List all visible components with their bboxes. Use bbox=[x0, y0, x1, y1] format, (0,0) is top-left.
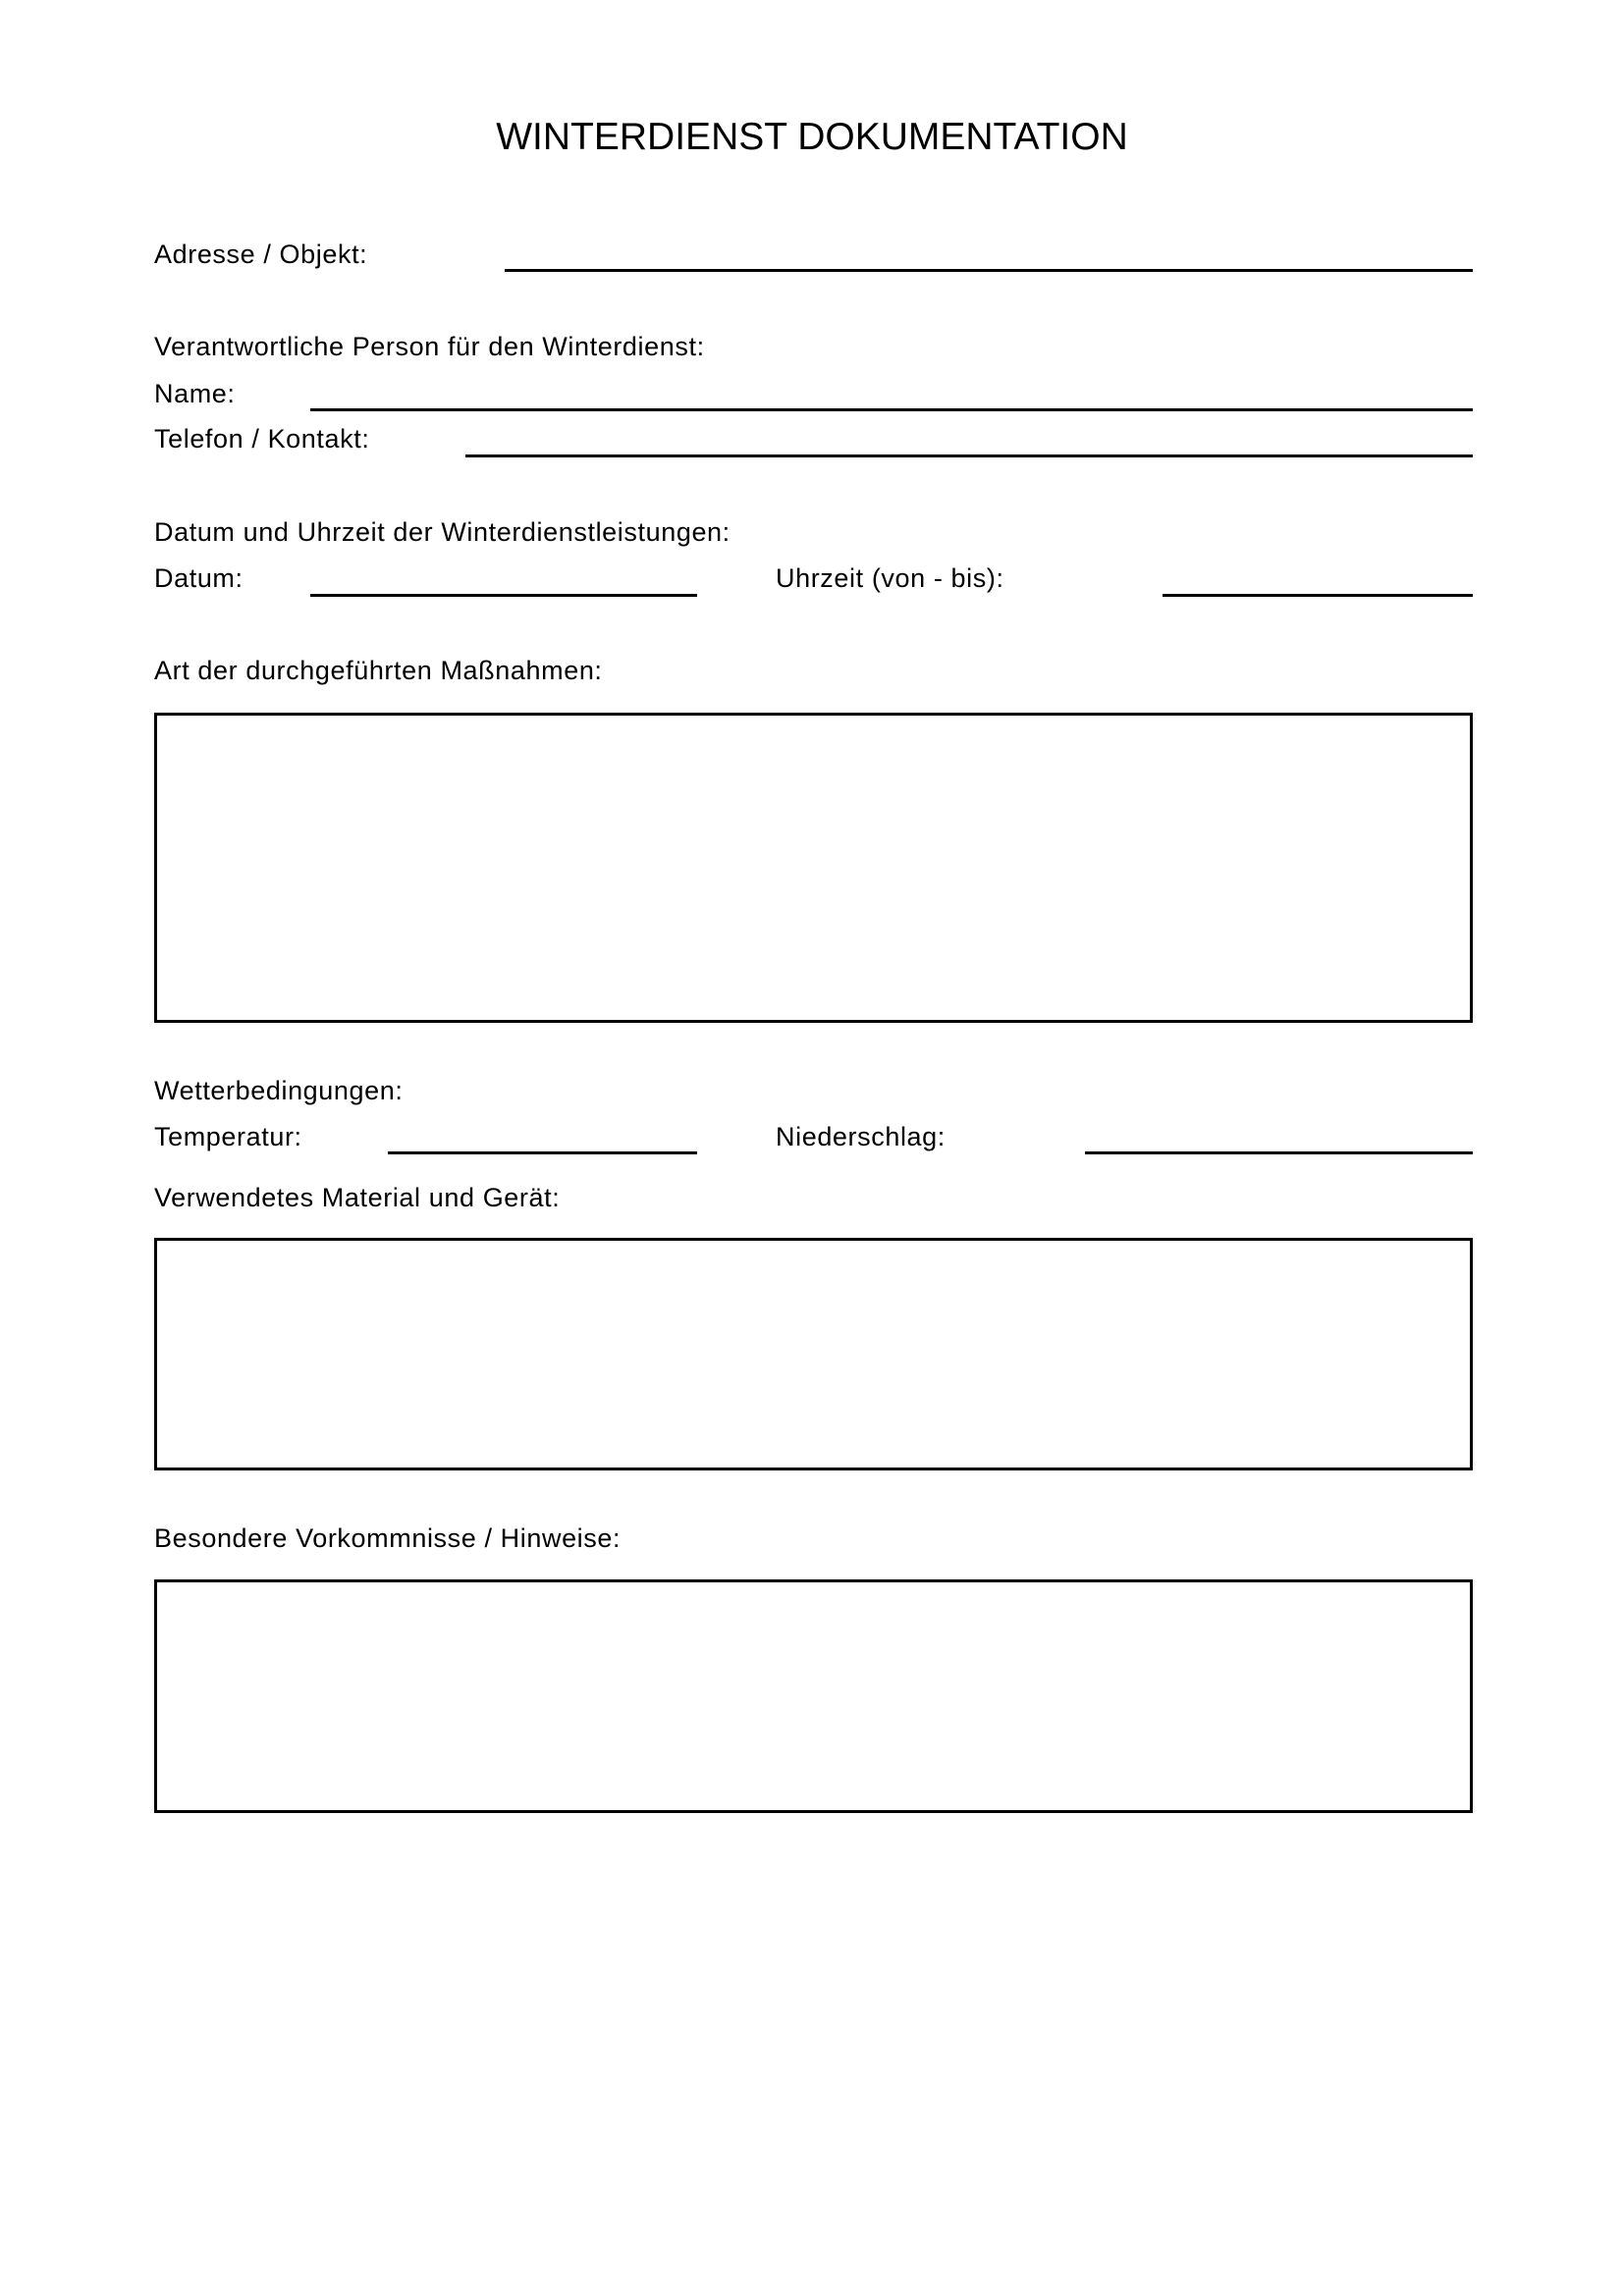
measures-textarea[interactable] bbox=[157, 716, 1470, 1020]
address-underline bbox=[505, 269, 1473, 272]
name-underline bbox=[310, 408, 1473, 411]
document-title: WINTERDIENST DOKUMENTATION bbox=[496, 116, 1128, 158]
address-label: Adresse / Objekt: bbox=[154, 240, 368, 269]
address-field[interactable] bbox=[505, 236, 1473, 269]
date-label: Datum: bbox=[154, 563, 244, 593]
phone-underline bbox=[465, 454, 1473, 457]
responsible-heading: Verantwortliche Person für den Winterdienst: bbox=[154, 332, 705, 361]
time-underline bbox=[1163, 594, 1473, 597]
time-field[interactable] bbox=[1163, 561, 1473, 594]
precipitation-label: Niederschlag: bbox=[776, 1122, 946, 1151]
name-field[interactable] bbox=[310, 375, 1473, 408]
material-textarea[interactable] bbox=[157, 1241, 1470, 1468]
date-underline bbox=[310, 594, 697, 597]
measures-heading: Art der durchgeführten Maßnahmen: bbox=[154, 656, 603, 685]
material-box bbox=[154, 1238, 1473, 1470]
phone-field[interactable] bbox=[465, 421, 1473, 454]
incidents-textarea[interactable] bbox=[157, 1582, 1470, 1810]
incidents-box bbox=[154, 1579, 1473, 1813]
precipitation-field[interactable] bbox=[1085, 1118, 1473, 1151]
material-heading: Verwendetes Material und Gerät: bbox=[154, 1183, 561, 1212]
phone-label: Telefon / Kontakt: bbox=[154, 424, 370, 454]
datetime-heading: Datum und Uhrzeit der Winterdienstleistungen: bbox=[154, 517, 731, 547]
weather-heading: Wetterbedingungen: bbox=[154, 1076, 404, 1105]
name-label: Name: bbox=[154, 379, 236, 408]
temperature-underline bbox=[388, 1151, 697, 1154]
incidents-heading: Besondere Vorkommnisse / Hinweise: bbox=[154, 1523, 622, 1553]
measures-box bbox=[154, 713, 1473, 1023]
time-label: Uhrzeit (von - bis): bbox=[776, 563, 1004, 593]
temperature-label: Temperatur: bbox=[154, 1122, 302, 1151]
precipitation-underline bbox=[1085, 1151, 1473, 1154]
temperature-field[interactable] bbox=[388, 1118, 697, 1151]
date-field[interactable] bbox=[310, 561, 697, 594]
